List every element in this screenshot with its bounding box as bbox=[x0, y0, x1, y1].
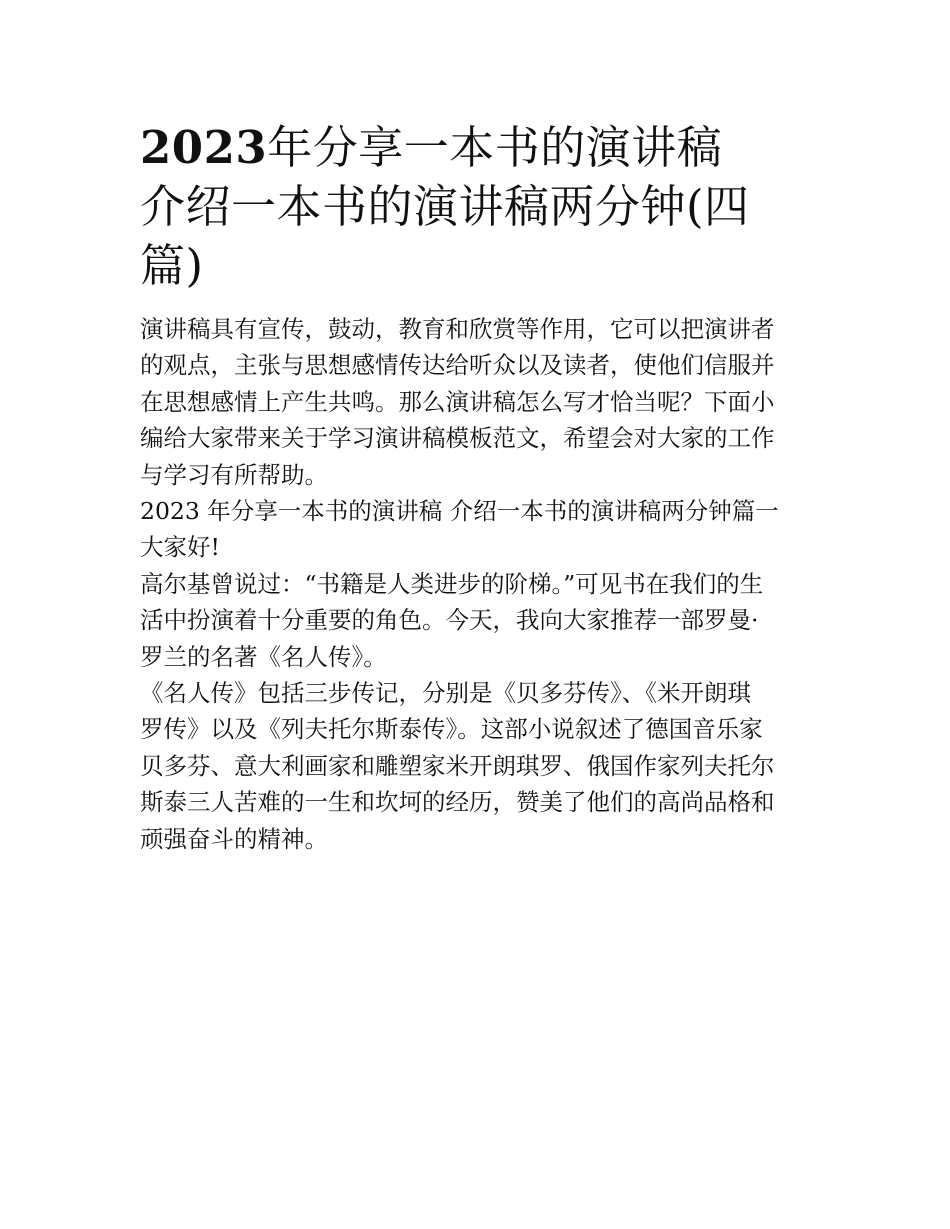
text-line: 罗兰的名著《名人传》。 bbox=[140, 642, 387, 671]
text-line: 大家好! bbox=[140, 533, 220, 562]
paragraph-book-summary bbox=[140, 675, 820, 857]
text-line: 高尔基曾说过：“书籍是人类进步的阶梯。”可见书在我们的生 bbox=[140, 569, 764, 598]
paragraph-intro bbox=[140, 311, 820, 493]
document-title bbox=[140, 118, 820, 295]
text-line: 斯泰三人苦难的一生和坎坷的经历，赞美了他们的高尚品格和 bbox=[140, 788, 775, 817]
title-line-1 bbox=[140, 118, 820, 177]
title-year: 2023 bbox=[140, 121, 268, 174]
text-line: 2023 年分享一本书的演讲稿 介绍一本书的演讲稿两分钟篇一 bbox=[140, 497, 779, 526]
title-line-3: 篇) bbox=[140, 239, 204, 292]
section-heading bbox=[140, 493, 820, 529]
document-body bbox=[140, 311, 820, 857]
text-line: 贝多芬、意大利画家和雕塑家米开朗琪罗、俄国作家列夫托尔 bbox=[140, 751, 775, 780]
text-line: 与学习有所帮助。 bbox=[140, 460, 328, 489]
text-line: 活中扮演着十分重要的角色。今天，我向大家推荐一部罗曼· bbox=[140, 606, 759, 635]
text-line: 在思想感情上产生共鸣。那么演讲稿怎么写才恰当呢？下面小 bbox=[140, 387, 775, 416]
paragraph-quote bbox=[140, 566, 820, 675]
text-line: 演讲稿具有宣传，鼓动，教育和欣赏等作用，它可以把演讲者 bbox=[140, 315, 775, 343]
document-page bbox=[140, 118, 820, 857]
text-line: 编给大家带来关于学习演讲稿模板范文，希望会对大家的工作 bbox=[140, 424, 775, 453]
text-line: 的观点，主张与思想感情传达给听众以及读者，使他们信服并 bbox=[140, 351, 775, 380]
title-line-2: 介绍一本书的演讲稿两分钟(四 bbox=[140, 180, 750, 233]
title-line-1-text: 年分享一本书的演讲稿 bbox=[267, 121, 723, 174]
text-line: 罗传》以及《列夫托尔斯泰传》。这部小说叙述了德国音乐家 bbox=[140, 715, 763, 744]
text-line: 顽强奋斗的精神。 bbox=[140, 824, 328, 853]
text-line: 《名人传》包括三步传记，分别是《贝多芬传》、《米开朗琪 bbox=[140, 679, 751, 708]
paragraph-greeting bbox=[140, 529, 820, 565]
